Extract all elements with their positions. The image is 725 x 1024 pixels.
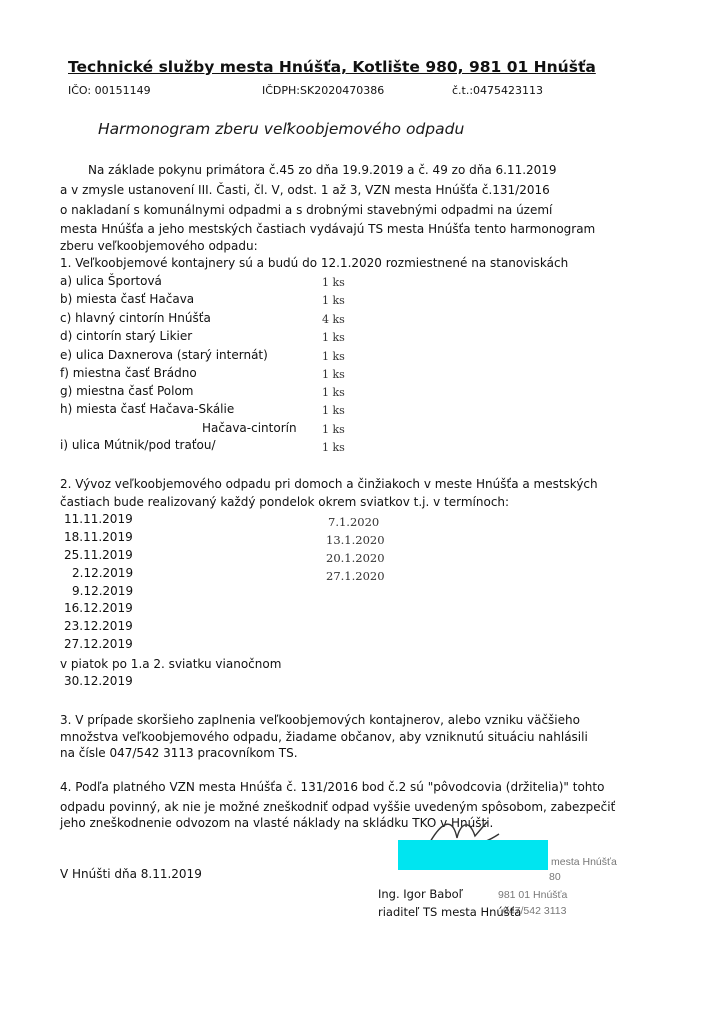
collection-date: 30.12.2019 (64, 674, 133, 688)
container-location: Hačava-cintorín (202, 421, 297, 435)
redaction-box (398, 840, 548, 870)
collection-date: 25.11.2019 (64, 548, 133, 562)
phone-number: č.t.:0475423113 (452, 84, 544, 97)
container-location: c) hlavný cintorín Hnúšťa (60, 311, 211, 325)
document-title: Harmonogram zberu veľkoobjemového odpadu (98, 120, 465, 138)
container-count: 1 ks (322, 276, 345, 289)
collection-date: 9.12.2019 (72, 584, 134, 598)
section3-line-2: množstva veľkoobjemového odpadu, žiadame občanov, aby vzniknutú situáciu nahlásili (60, 730, 588, 744)
icdph-number: IČDPH:SK2020470386 (262, 84, 385, 97)
container-count: 1 ks (322, 423, 345, 436)
intro-line-2: a v zmysle ustanovení III. Časti, čl. V, odst. 1 až 3, VZN mesta Hnúšťa č.131/2016 (60, 183, 550, 197)
container-count: 1 ks (322, 350, 345, 363)
collection-date: 18.11.2019 (64, 530, 133, 544)
container-count: 4 ks (322, 313, 345, 326)
stamp-text: 80 (549, 871, 561, 883)
container-location: f) miestna časť Brádno (60, 366, 197, 380)
container-location: g) miestna časť Polom (60, 384, 194, 398)
container-count: 1 ks (322, 386, 345, 399)
section1-heading: 1. Veľkoobjemové kontajnery sú a budú do 12.1.2020 rozmiestnené na stanoviskách (60, 256, 569, 270)
ico-number: IČO: 00151149 (68, 84, 151, 97)
collection-date: 11.11.2019 (64, 512, 133, 526)
container-location: a) ulica Športová (60, 274, 162, 288)
section3-line-1: 3. V prípade skoršieho zaplnenia veľkoobjemových kontajnerov, alebo vzniku väčšieho (60, 713, 580, 727)
collection-date: 23.12.2019 (64, 619, 133, 633)
collection-date: 2.12.2019 (72, 566, 134, 580)
container-location: h) miesta časť Hačava-Skálie (60, 402, 235, 416)
section2-line-2: častiach bude realizovaný každý pondelok okrem sviatkov t.j. v termínoch: (60, 495, 510, 509)
section4-line-1: 4. Podľa platného VZN mesta Hnúšťa č. 131/2016 bod č.2 sú "pôvodcovia (držitelia)" tohto (60, 780, 605, 794)
intro-line-1: Na základe pokynu primátora č.45 zo dňa 19.9.2019 a č. 49 zo dňa 6.11.2019 (88, 163, 557, 177)
section4-line-3: jeho zneškodnenie odvozom na vlasté náklady na skládku TKO v Hnúšti. (60, 816, 494, 830)
signatory-name: Ing. Igor Baboľ (378, 887, 463, 901)
collection-date: 27.12.2019 (64, 637, 133, 651)
intro-line-3: o nakladaní s komunálnymi odpadmi a s drobnými stavebnými odpadmi na území (60, 203, 553, 217)
container-count: 1 ks (322, 294, 345, 307)
intro-line-5: zberu veľkoobjemového odpadu: (60, 239, 258, 253)
container-location: e) ulica Daxnerova (starý internát) (60, 348, 268, 362)
section3-line-3: na čísle 047/542 3113 pracovníkom TS. (60, 746, 298, 760)
container-count: 1 ks (322, 331, 345, 344)
section4-line-2: odpadu povinný, ak nie je možné zneškodniť odpad vyššie uvedeným spôsobom, zabezpečiť (60, 800, 616, 814)
stamp-text: 047/542 3113 (503, 905, 567, 917)
organization-header: Technické služby mesta Hnúšťa, Kotlište 980, 981 01 Hnúšťa (68, 58, 596, 76)
container-count: 1 ks (322, 441, 345, 454)
section2-line-1: 2. Vývoz veľkoobjemového odpadu pri domoch a činžiakoch v meste Hnúšťa a mestských (60, 477, 598, 491)
place-and-date: V Hnúšti dňa 8.11.2019 (60, 867, 202, 881)
collection-date: 13.1.2020 (326, 533, 385, 547)
container-location: d) cintorín starý Likier (60, 329, 193, 343)
friday-note: v piatok po 1.a 2. sviatku vianočnom (60, 657, 282, 671)
container-location: b) miesta časť Hačava (60, 292, 195, 306)
stamp-text: 981 01 Hnúšťa (498, 889, 568, 901)
stamp-text: mesta Hnúšťa (551, 856, 617, 868)
collection-date: 16.12.2019 (64, 601, 133, 615)
container-location: i) ulica Mútnik/pod traťou/ (60, 438, 216, 452)
container-count: 1 ks (322, 368, 345, 381)
container-count: 1 ks (322, 404, 345, 417)
intro-line-4: mesta Hnúšťa a jeho mestských častiach vydávajú TS mesta Hnúšťa tento harmonogram (60, 222, 596, 236)
collection-date: 20.1.2020 (326, 551, 385, 565)
signatory-role: riaditeľ TS mesta Hnúšťa (378, 905, 522, 919)
collection-date: 7.1.2020 (328, 515, 380, 529)
collection-date: 27.1.2020 (326, 569, 385, 583)
